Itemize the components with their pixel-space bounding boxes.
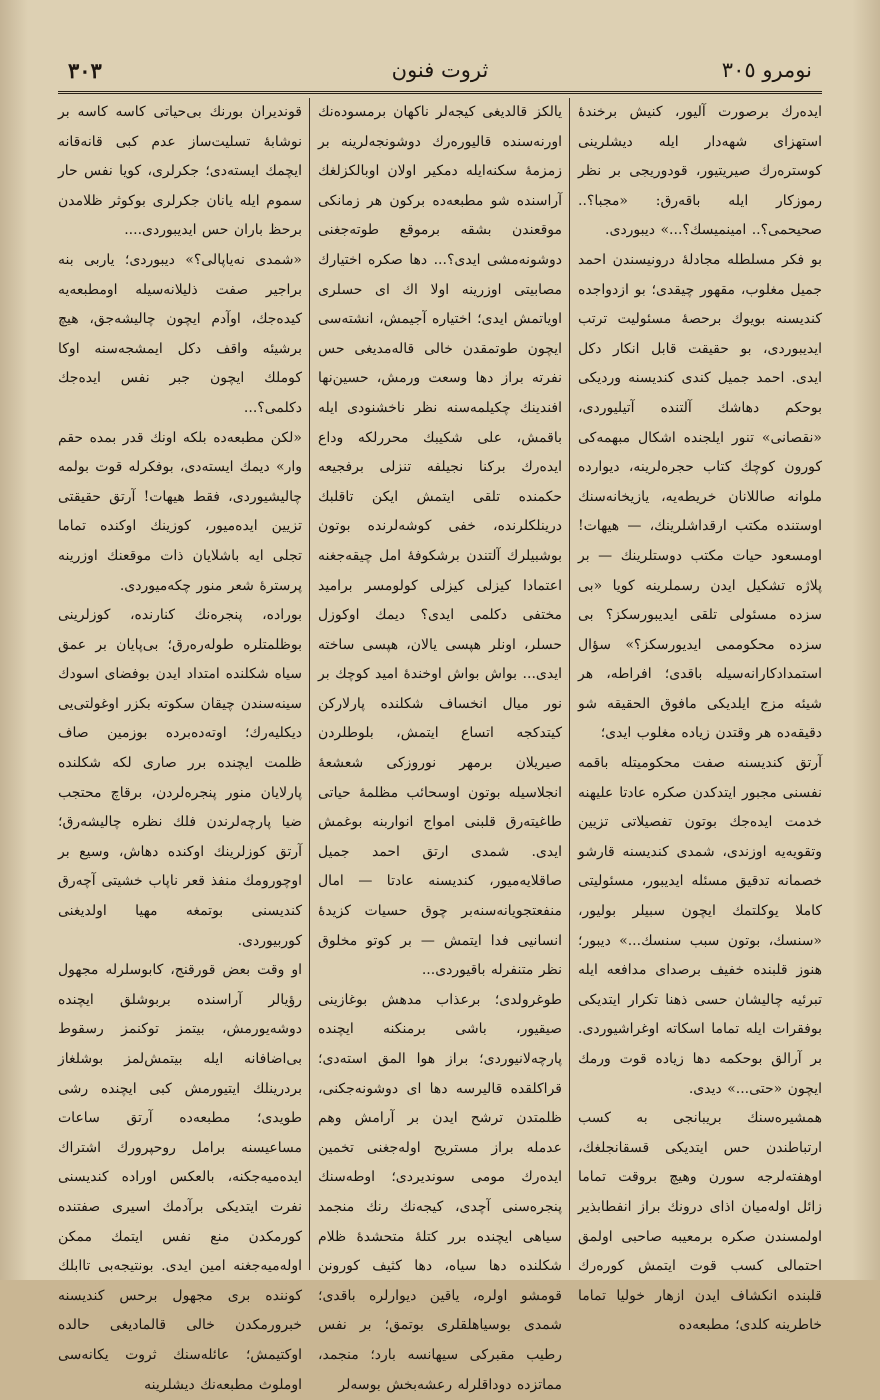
paragraph: قوندیران بورنك بی‌حیاتی كاسه كاسه بر نوشابه‌ٔ تسلیت‌ساز عدم كبی قانه‌قانه ایچمك ایسته‌دی؛ جكرلری، كویا نفس حار سموم ایله یانان جكرلری بوكوثر ظلامدن برحظ باران حس ایدیبوردی.... bbox=[58, 104, 302, 239]
paragraph: آرتق كندیسنه صفت محكومیتله باقمه نفسنی مجبور ایتدكدن صكره عادتا علیهنه خدمت ایده‌جك بوتون تفصیلاتی تزیین وتقویه‌یه اوزندی، شمدی كندیسنه قارشو خصمانه تدقیق مسئله ایدیبور، مسئولیتی كاملا یوكلتمك ایچون سبیلر بولیور، «سنسك، بوتون سبب سنسك...» دیبور؛ هنوز قلبنده خفیف برصدای مدافعه ایله تبرئیه چالیشان حسی ذهنا تكرار ایتدیكی بوفقرات ایله تماما اسكاته اوغراشیوردی. بر آرالق بوحكمه دها زیاده قوت ورمك ایچون «حتی...» دیدی. bbox=[578, 755, 822, 1097]
header-double-rule bbox=[58, 91, 822, 94]
page-edge-shadow-right bbox=[852, 0, 880, 1280]
paragraph: او وقت بعض قورقنج، كابوسلرله مجهول رؤیالر آراسنده بربوشلق ایچنده دوشه‌یورمش، بیتمز توكنمز رسقوط بی‌اضافانه ایله بیتمش‌لمز بوشلغاز بردرینلك ایتیورمش كبی ایچنده رشی طویدی؛ مطبعه‌ده آرتق ساعات مساعیسنه برامل روحپرورك اشتراك ایده‌میه‌جكنه، بالعكس اوراده كندیسنی نفرت ایتدیكی برآدمك اسیری صفتنده كورمكدن منع نفس ایتمك ممكن اوله‌میه‌جغنه امین ایدی. بونتیجه‌بی تاابلك كوننده بری مجهول برحس كندیسنه خبرورمكدن خالی قالمادیغی حالده اوكتیمش؛ عائله‌سنك ثروت یكانه‌سی اوملوث مطبعه‌نك دیشلرینه bbox=[58, 962, 302, 1393]
paragraph: «لكن مطبعه‌ده بلكه اونك قدر بمده حقم وار» دیمك ایسته‌دی، بوفكرله قوت بولمه چالیشیوردی، فقط هیهات! آرتق حقیقتی تزیین ایده‌میور، كوزینك اوكنده تماما تجلی ایه باشلایان ذات موقعنك اوزرینه پرستره‌ٔ شعر منور چكه‌میوردی. bbox=[58, 429, 302, 594]
paragraph: ایده‌رك برصورت آلیور، كنیش برخنده‌ٔ استهزای شهه‌دار ایله دیشلرینی كوستره‌رك صیریتیور، قودوریجی بر نظر رموزكار ایله باقه‌رق: «مجبا؟.. صحیحمی؟.. امینمیسك؟...» دیبوردی. bbox=[578, 104, 822, 239]
paragraph: «شمدی نه‌یاپالی؟» دیبوردی؛ یاربی بنه براجیر صفت ذلیلانه‌سیله اومطبعه‌یه كیده‌جك، اوآدم ایچون چالیشه‌جق، هیچ برشیئه واقف دكل ایمشجه‌سنه اوكا كوملك ایچون جبر نفس ایده‌جك دكلمی؟... bbox=[58, 251, 302, 416]
text-columns bbox=[58, 98, 822, 1393]
text-column-middle bbox=[318, 98, 562, 1393]
issue-number: نومرو ٣٠٥ bbox=[721, 58, 812, 82]
page-edge-shadow-left bbox=[0, 0, 28, 1280]
paragraph: یالكز قالدیغی كیجه‌لر ناكهان برمسوده‌نك اورنه‌سنده قالیوره‌رك دوشونجه‌لرینه بر زمزمه‌ٔ سكنه‌ایله دمكیر اولان اوبالكزلغك آراسنده شو مطبعه‌ده بركون هر زمانكی موقعندن بشقه برموقع طوته‌جغنی دوشونه‌مشی ایدی؟... دها صكره اختیارك مصابیتی اوزرینه اولا اك ای حسلری اویاتمش ایدی؛ اختیاره آجیمش، انشته‌سی ایچون طوتمقدن خالی قاله‌مدیغی حس نفرته براز دها وسعت ورمش، حسین‌نها افندینك چكیلمه‌سنه نظر ناخشنودی ایله باقمش، علی شكیبك محررلكه وداع ایده‌رك بركنا نجیلفه تنزلی برفجیعه حكمنده تلقی ایتمش ایكن تاقلبك درینلكلرنده، خفی كوشه‌لرنده بوتون بوشبیلرك آلتندن برشكوفه‌ٔ امل چیقه‌جغنه اعتمادا كیزلی كیزلی كولومسر برامید مختفی دكلمی ایدی؟ دیمك اوكوزل حسلر، اونلر هپسی یالان، هپسی ساخته ایدی... بواش بواش اوخنده‌ٔ امید كوچك بر نور میال انخساف شكلنده پارلاركن كیتدكجه اتساع ایتمش، بلوطلردن صیریلان برمهر نوروزكی شعشعه‌ٔ انجلاسیله بوتون اوسحائب مظلمه‌ٔ حیاتی طاغیته‌رق قلبنی امواج انواربنه بوغمش ایدی. شمدی ارتق احمد جمیل صاقلایه‌میور، كندیسنه عادتا — امال منفعتجویانه‌سنه‌بر چوق حسیات كزیده‌ٔ انسانیی فدا ایتمش — بر كوتو مخلوق نظر متنفرله باقیوردی... bbox=[318, 104, 562, 979]
text-column-right bbox=[578, 98, 822, 1334]
page-header bbox=[60, 58, 820, 86]
journal-title: ثروت فنون bbox=[391, 58, 489, 82]
paragraph: بو فكر مسلطله مجادله‌ٔ درونیسندن احمد جمیل مغلوب، مقهور چیقدی؛ بو ازدواجده كندیسنه بویوك برحصه‌ٔ مسئولیت ترتب ایدیبوردی، بو حقیقت قابل انكار دكل ایدی. احمد جمیل كندی كندیسنه وردیكی بوحكم دهاشك آلتنده آتیلیوردی، «نقصانی» تنور ایلجنده اشكال مبهمه‌كی كورون كوچك كتاب حجره‌لرینه، دیوارده ملوانه صاللانان خریطه‌یه، یازیخانه‌سنك اوستنده مكتب ارقداشلرینك، — هیهات! اومسعود حیات مكتب دوستلرینك — بر پلاژه تشكیل ایدن رسملرینه كویا «بی سزده مسئولی تلقی ایدیبورسكز؟ بی سزده محكوممی ایدیورسكز؟» سؤال استمدادكارانه‌سیله باقدی؛ افراطه، هر شیئه مزج ایلدیكی مافوق الحقیقه شو دقیقه‌ده هر وقتدن زیاده مغلوب ایدی؛ bbox=[578, 251, 822, 742]
text-column-left bbox=[58, 98, 302, 1393]
paragraph: طوغرولدی؛ برعذاب مدهش بوغازینی صیقیور، باشی برمنكنه ایچنده پارچه‌لانیوردی؛ براز هوا المق استه‌دی؛ قراكلقده قالیرسه دها ای دوشونه‌جكنی، ظلمتدن ترشح ایدن بر آرامش وهم عدمله براز مستریح اوله‌جغنی تخمین ایده‌رك مومی سوندیردی؛ اوطه‌سنك پنجره‌سنی آچدی، كیجه‌نك رنك منجمد سیاهی ایچنده برر كتله‌ٔ متحشدهٔ ظلام شكلنده دها سیاه، دها كثیف كورونن قومشو اولره، یاقین دیوارلره باقدی؛ شمدی بوسیاهلقلری بوتمق؛ بر نفس رطیب مقبركی سیهانسه بارد؛ منجمد، مماتزده دوداقلرله رعشه‌بخش بوسه‌لر bbox=[318, 991, 562, 1393]
column-divider bbox=[569, 98, 570, 1270]
page-number: ٣٠٣ bbox=[68, 58, 102, 83]
column-divider bbox=[309, 98, 310, 1270]
paragraph: همشیره‌سنك بریبانجی به كسب ارتباطندن حس ایتدیكی قسقانجلغك، اوهفته‌لرجه سورن وهیچ بروقت تماما زائل اوله‌میان اذای درونك براز انفطابذیر اولمسندن صكره برمعیبه صاحبی اولمق احتمالی كسب قوت ایتمش كوره‌رك قلبنده انكشاف ایدن ازهار خولیا تماما خاطرینه كلدی؛ مطبعه‌ده bbox=[578, 1110, 822, 1334]
paragraph: بوراده، پنجره‌نك كنارنده، كوزلرینی بوظلمتلره طوله‌ره‌رق؛ بی‌پایان بر عمق سیاه شكلنده امتداد ایدن بوفضای اسودك سینه‌سندن چیقان سكوته بكزر اوغولتی‌یی دیكلیه‌رك؛ اوته‌ده‌برده بوزمین صاف ظلمت ایچنده برر صاری لكه شكلنده پارلایان منور پنجره‌لردن، برقاچ محتجب ضیا پارچه‌لرندن فلك نظره چالیشه‌رق؛ آرتق كوزلرینك اوكنده دهاش، وسیع بر اوچورومك منفذ قعر ناپاب خشیتی آچه‌رق كندیسنی بوتمغه مهیا اولدیغنی كوربیوردی. bbox=[58, 607, 302, 949]
